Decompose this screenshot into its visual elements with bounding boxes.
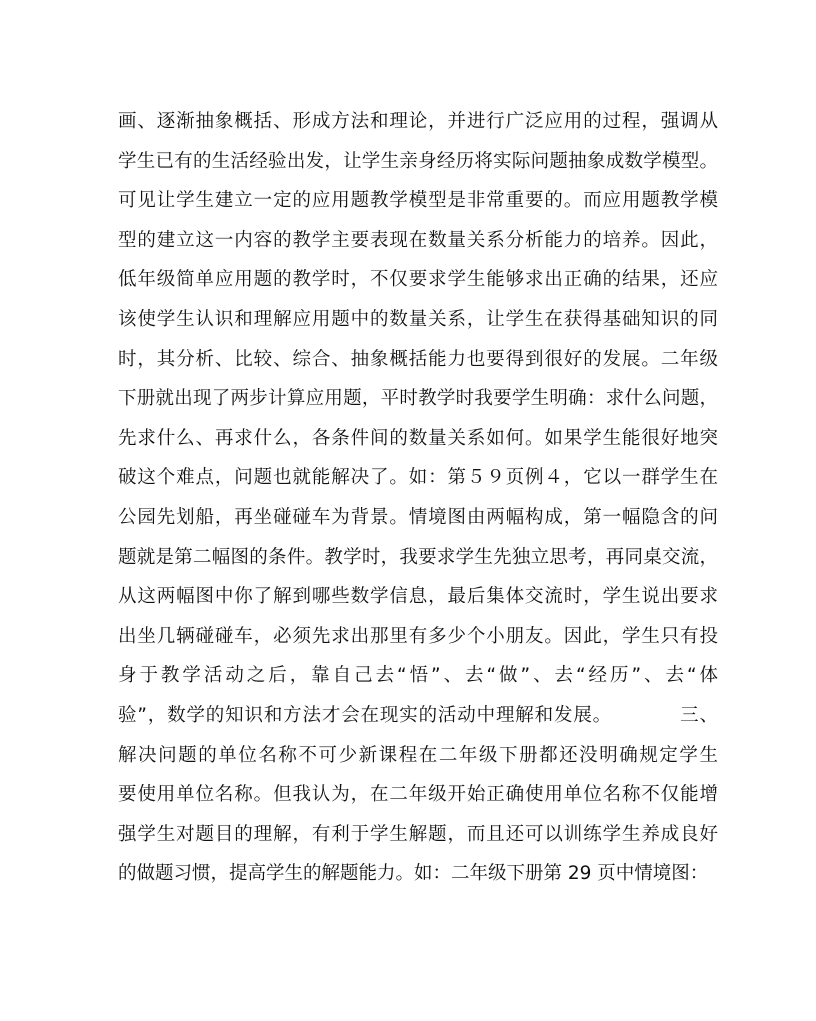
- text-line-17: 解决问题的单位名称不可少新课程在二年级下册都还没明确规定学生: [118, 744, 718, 766]
- text-line-4: 型的建立这一内容的教学主要表现在数量关系分析能力的培养。因此，: [118, 229, 718, 251]
- text-line-12: 题就是第二幅图的条件。教学时，我要求学生先独立思考，再同桌交流，: [118, 546, 718, 568]
- text-line-15: 身于教学活动之后，靠自己去“悟”、去“做”、去“经历”、去“体: [118, 665, 718, 687]
- text-line-10: 破这个难点，问题也就能解决了。如：第５９页例４，它以一群学生在: [118, 467, 718, 489]
- body-text: [118, 102, 718, 894]
- text-line-16: 验”，数学的知识和方法才会在现实的活动中理解和发展。 三、: [118, 704, 718, 726]
- text-line-8: 下册就出现了两步计算应用题，平时教学时我要学生明确：求什么问题，: [118, 388, 718, 410]
- text-line-7: 时，其分析、比较、综合、抽象概括能力也要得到很好的发展。二年级: [118, 348, 718, 370]
- text-line-14: 出坐几辆碰碰车，必须先求出那里有多少个小朋友。因此，学生只有投: [118, 625, 718, 647]
- text-line-2: 学生已有的生活经验出发，让学生亲身经历将实际问题抽象成数学模型。: [118, 150, 718, 172]
- text-line-13: 从这两幅图中你了解到哪些数学信息，最后集体交流时，学生说出要求: [118, 586, 718, 608]
- text-line-11: 公园先划船，再坐碰碰车为背景。情境图由两幅构成，第一幅隐含的问: [118, 506, 718, 528]
- text-line-1: 画、逐渐抽象概括、形成方法和理论，并进行广泛应用的过程，强调从: [118, 111, 718, 132]
- text-line-6: 该使学生认识和理解应用题中的数量关系，让学生在获得基础知识的同: [118, 308, 718, 330]
- text-line-19: 强学生对题目的理解，有利于学生解题，而且还可以训练学生养成良好: [118, 823, 718, 845]
- text-line-9: 先求什么、再求什么，各条件间的数量关系如何。如果学生能很好地突: [118, 427, 718, 449]
- text-line-3: 可见让学生建立一定的应用题教学模型是非常重要的。而应用题教学模: [118, 190, 718, 212]
- text-line-18: 要使用单位名称。但我认为，在二年级开始正确使用单位名称不仅能增: [118, 784, 718, 806]
- text-line-5: 低年级简单应用题的教学时，不仅要求学生能够求出正确的结果，还应: [118, 269, 718, 291]
- text-line-20: 的做题习惯，提高学生的解题能力。如：二年级下册第 29 页中情境图：: [118, 863, 709, 885]
